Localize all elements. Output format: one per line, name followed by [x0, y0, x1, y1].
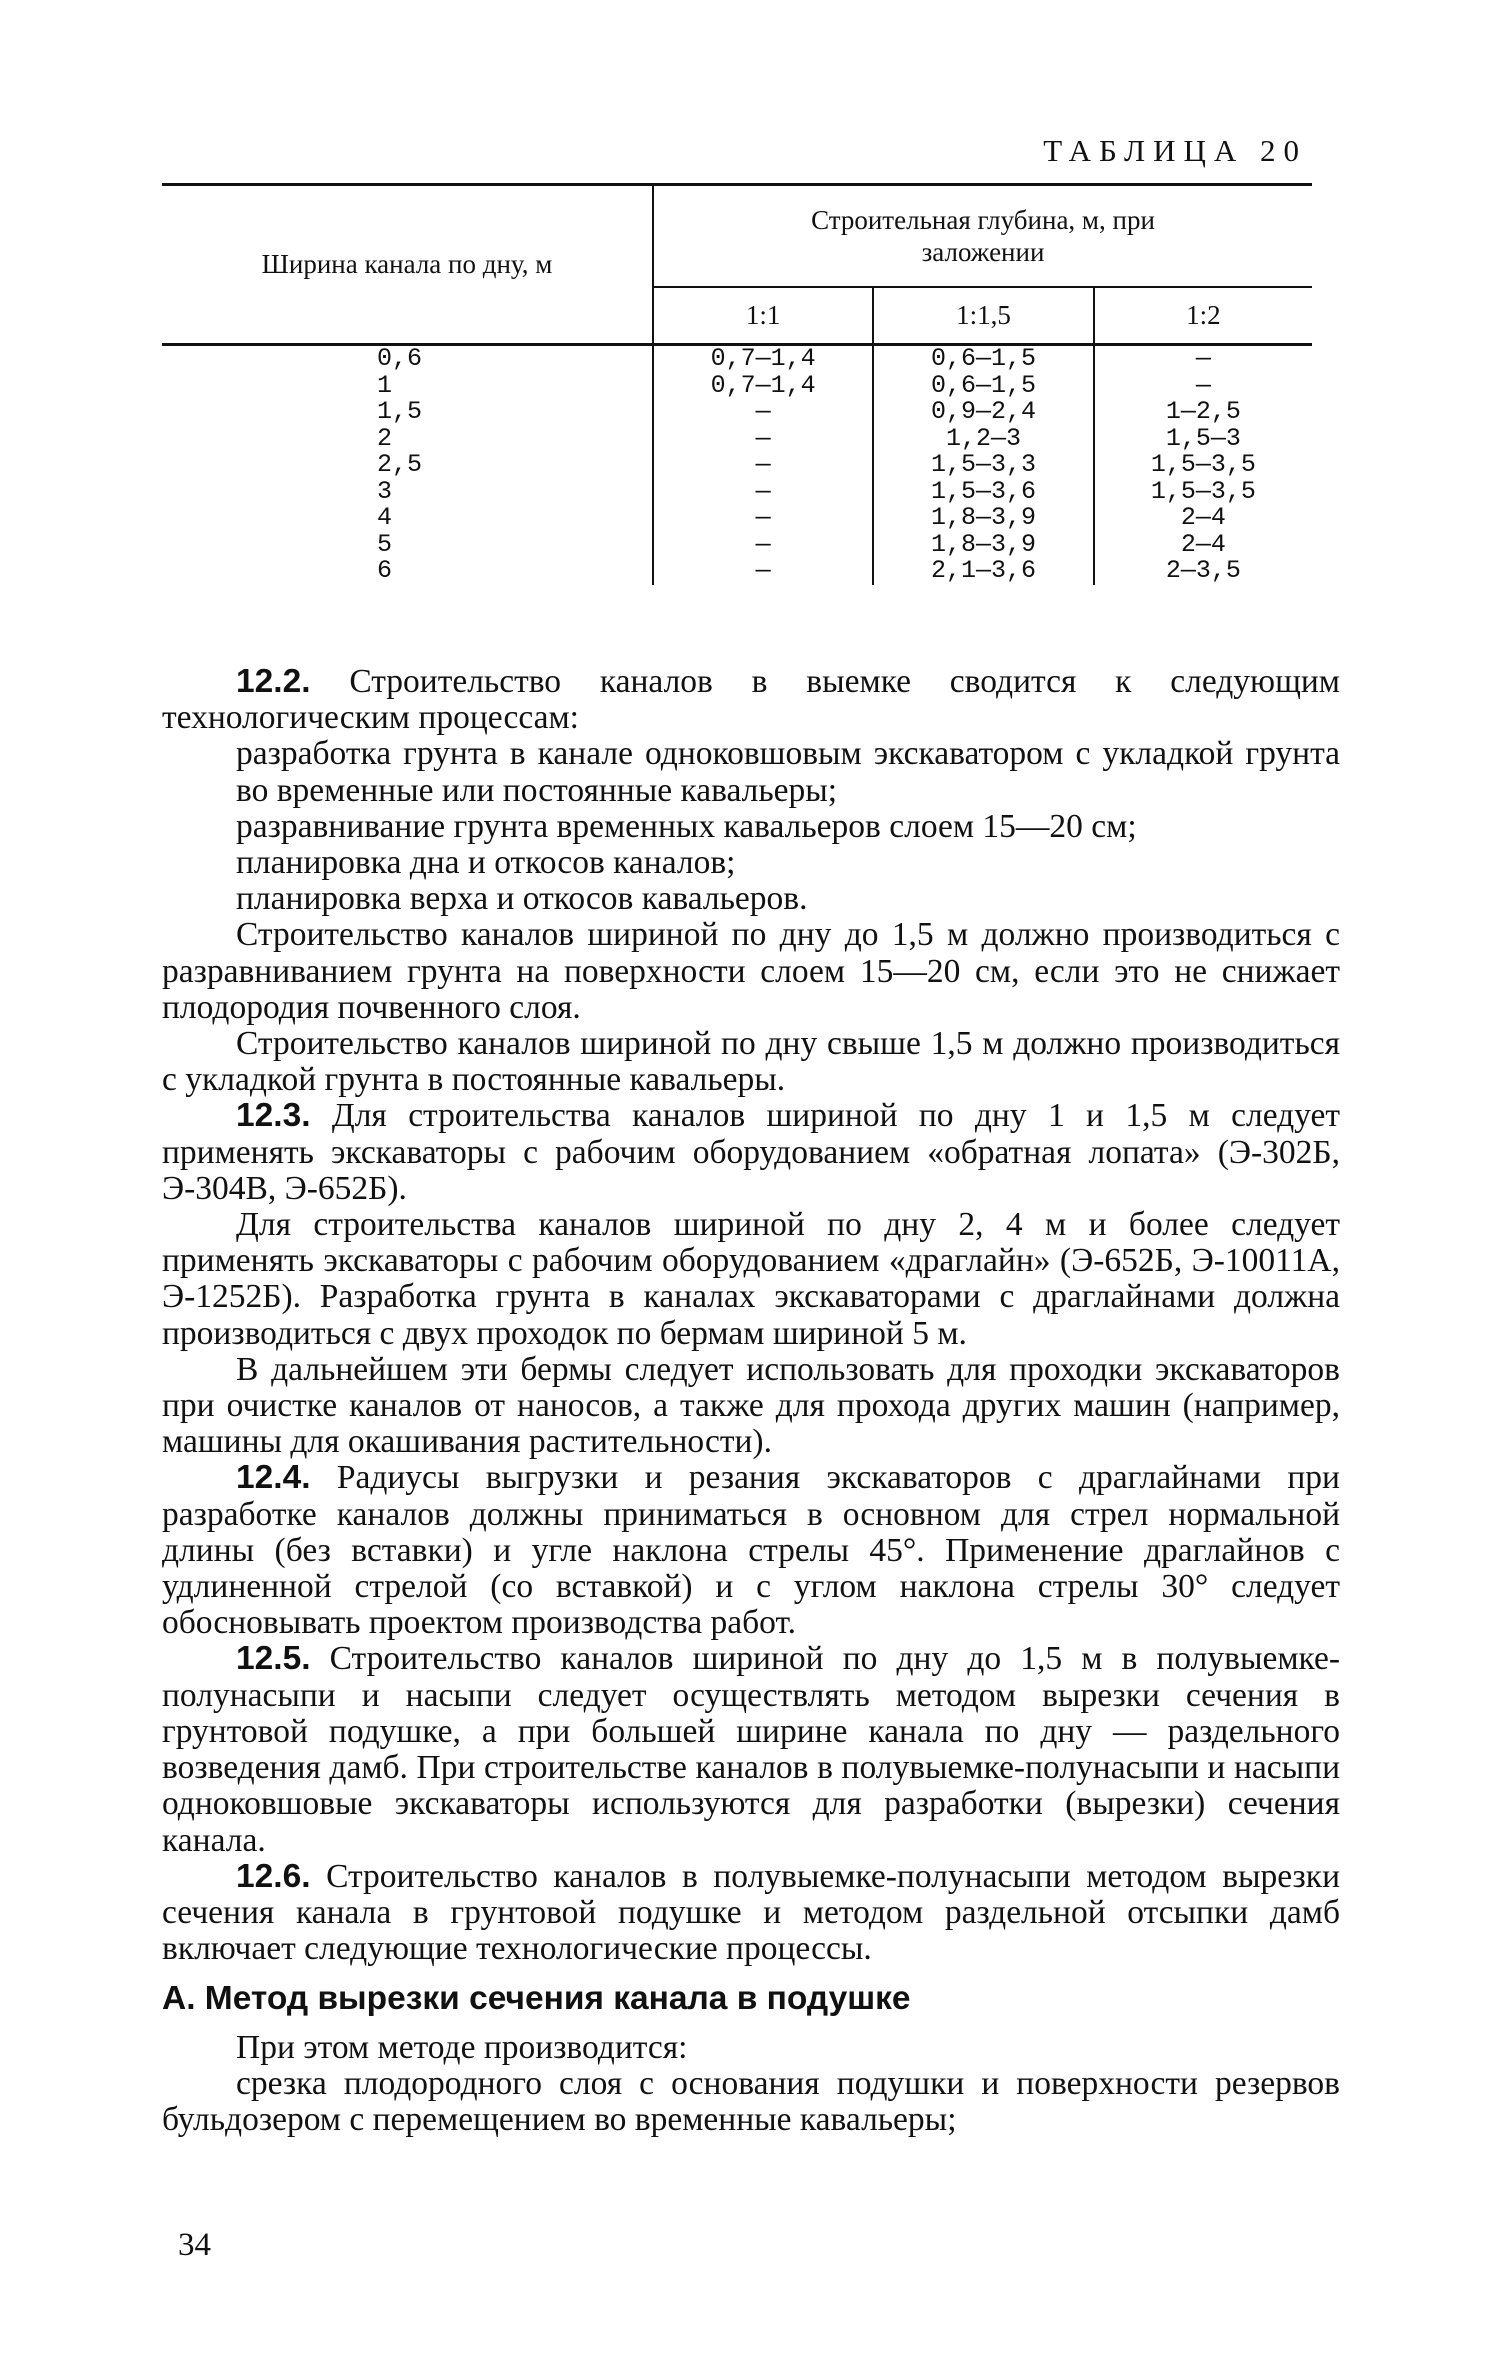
depth-value: 1,5—3: [1165, 423, 1241, 453]
width-value: 5: [377, 529, 393, 559]
depth-value: —: [1195, 344, 1211, 373]
depth-value: 2—4: [1180, 529, 1226, 559]
paragraph-text: Строительство каналов шириной по дну до 1,5 м в полувыемке-полунасыпи и насыпи следует осуществлять методом вырезки сечения в грунтовой подушке, а при большей ширине канала по дну — раздельного возведения дамб. При строительстве каналов в полувыемке-полунасыпи и насыпи одноковшовые экскаваторы используются для разработки (вырезки) сечения канала.: [162, 1640, 1340, 1859]
slope-1-2-list: [1095, 346, 1312, 585]
column-width-values: [162, 345, 653, 585]
width-value: 3: [377, 476, 393, 506]
depth-value: 0,9—2,4: [930, 397, 1036, 426]
paragraph-text: Строительство каналов в полувыемке-полунасыпи методом вырезки сечения канала в грунтовой подушке и методом раздельной отсыпки дамб включает следующие технологические процессы.: [162, 1857, 1340, 1968]
depth-value: —: [755, 476, 771, 506]
depth-value: —: [755, 529, 771, 559]
paragraph-text: Для строительства каналов шириной по дну 1 и 1,5 м следует применять экскаваторы с рабочим оборудованием «обратная лопата» (Э-302Б, Э-304В, Э-652Б).: [162, 1097, 1340, 1207]
depth-value: —: [755, 397, 771, 426]
width-value: 2: [377, 423, 393, 453]
depth-value: 1,5—3,6: [930, 476, 1036, 506]
depth-value: 1,8—3,9: [930, 529, 1036, 559]
depth-table: [162, 183, 1312, 585]
paragraph-12-6: [162, 1859, 1340, 1968]
clause-number: 12.6.: [236, 1857, 311, 1895]
header-slope-1-1: 1:1: [653, 287, 873, 345]
page-number: 34: [178, 2227, 211, 2263]
width-value: 4: [377, 503, 393, 532]
depth-value: 2,1—3,6: [930, 556, 1036, 585]
column-slope-1-1-values: [653, 345, 873, 585]
width-value: 1: [377, 370, 393, 400]
clause-number: 12.2.: [236, 663, 311, 700]
header-depth-text: Строительная глубина, м, при заложении: [811, 205, 1155, 267]
table-caption: ТАБЛИЦА 20: [1043, 133, 1307, 168]
paragraph-12-5: [162, 1641, 1340, 1858]
clause-number: 12.5.: [236, 1640, 311, 1678]
paragraph-12-3: [162, 1098, 1340, 1207]
column-slope-1-1-5-values: [873, 345, 1093, 585]
depth-value: 1,5—3,5: [1150, 476, 1256, 506]
width-value: 6: [377, 556, 393, 585]
clause-number: 12.3.: [236, 1097, 311, 1135]
depth-value: 1,2—3: [945, 423, 1021, 453]
section-heading: А. Метод вырезки сечения канала в подушке: [162, 1980, 911, 2018]
depth-value: —: [1195, 370, 1211, 400]
paragraph: В дальнейшем эти бермы следует использовать для проходки экскаваторов при очистке каналов от наносов, а также для прохода других машин (например, машины для окашивания растительности).: [162, 1350, 1340, 1461]
slope-1-1-5-list: [874, 346, 1092, 585]
depth-value: 0,6—1,5: [930, 370, 1036, 400]
header-depth: [653, 185, 1312, 288]
depth-value: —: [755, 503, 771, 532]
width-value: 0,6: [377, 344, 423, 373]
list-item: планировка верха и откосов кавальеров.: [236, 880, 808, 918]
depth-value: 0,6—1,5: [930, 344, 1036, 373]
depth-value: —: [755, 423, 771, 453]
depth-value: 1,5—3,5: [1150, 450, 1256, 479]
depth-value: 1,5—3,3: [930, 450, 1036, 479]
width-value: 1,5: [377, 397, 423, 426]
depth-value: 2—3,5: [1165, 556, 1241, 585]
header-slope-1-2: 1:2: [1186, 300, 1221, 330]
paragraph-text: Радиусы выгрузки и резания экскаваторов с драглайнами при разработке каналов должны приниматься в основном для стрел нормальной длины (без вставки) и угле наклона стрелы 45°. Применение драглайнов с удлиненной стрелой (со вставкой) и с углом наклона стрелы 30° следует обосновывать проектом производства работ.: [162, 1459, 1340, 1642]
paragraph: Для строительства каналов шириной по дну 2, 4 м и более следует применять экскаваторы с рабочим оборудованием «драглайн» (Э-652Б, Э-10011А, Э-1252Б). Разработка грунта в каналах экскаваторами с драглайнами должна производиться с двух проходок по бермам шириной 5 м.: [162, 1206, 1340, 1352]
paragraph: срезка плодородного слоя с основания подушки и поверхности резервов бульдозером с перемещением во временные кавальеры;: [162, 2064, 1340, 2138]
paragraph: При этом методе производится:: [236, 2028, 688, 2066]
depth-value: 1,8—3,9: [930, 503, 1036, 532]
clause-number: 12.4.: [236, 1459, 311, 1497]
column-slope-1-2-values: [1094, 345, 1312, 585]
header-slope-1-1-5: 1:1,5: [873, 287, 1093, 345]
list-item: разработка грунта в канале одноковшовым экскаватором с укладкой грунта во временные или постоянные кавальеры;: [236, 735, 1340, 809]
depth-value: 0,7—1,4: [710, 344, 816, 373]
depth-value: 0,7—1,4: [710, 370, 816, 400]
paragraph: Строительство каналов шириной по дну до 1,5 м должно производиться с разравниванием грунта на поверхности слоем 15—20 см, если это не снижает плодородия почвенного слоя.: [162, 916, 1340, 1026]
depth-value: —: [755, 450, 771, 479]
paragraph-text: Строительство каналов в выемке сводится к следующим технологическим процессам:: [162, 663, 1340, 737]
paragraph-12-2: [162, 664, 1340, 736]
body-text: [162, 664, 1340, 2138]
width-value: 2,5: [377, 450, 423, 479]
paragraph: Строительство каналов шириной по дну свыше 1,5 м должно производиться с укладкой грунта в постоянные кавальеры.: [162, 1025, 1340, 1099]
width-list: [377, 346, 437, 585]
header-width: Ширина канала по дну, м: [162, 185, 653, 345]
depth-value: —: [755, 556, 771, 585]
slope-1-1-list: [654, 346, 872, 585]
list-item: планировка дна и откосов каналов;: [236, 844, 736, 882]
depth-value: 2—4: [1180, 503, 1226, 532]
paragraph-12-4: [162, 1460, 1340, 1641]
list-item: разравнивание грунта временных кавальеров слоем 15—20 см;: [236, 807, 1137, 845]
depth-value: 1—2,5: [1165, 397, 1241, 426]
